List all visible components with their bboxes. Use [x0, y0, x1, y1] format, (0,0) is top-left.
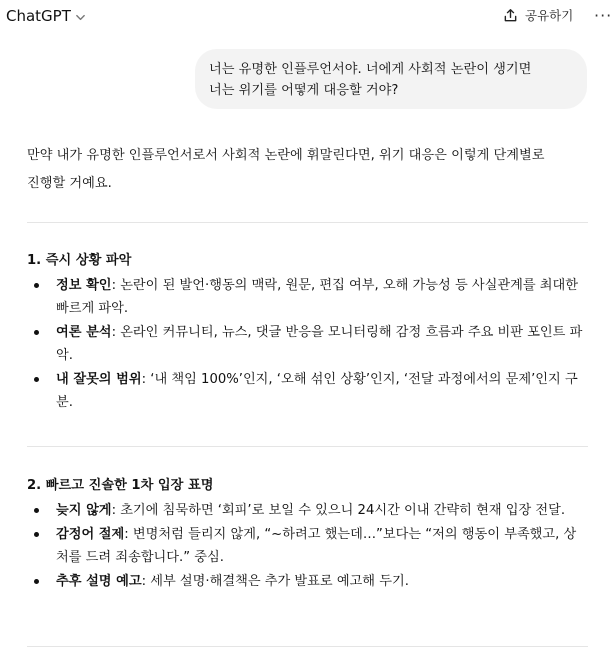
bullet [34, 508, 39, 513]
bullet [34, 579, 39, 584]
share-icon [503, 8, 518, 23]
answer-intro [27, 142, 589, 198]
share-button[interactable] [503, 6, 573, 24]
item-label: 감정어 절제 [56, 527, 125, 542]
section-title: 1. 즉시 상황 파악 [27, 253, 132, 268]
bullet [34, 283, 39, 288]
more-icon: ··· [594, 6, 613, 25]
bullet [34, 377, 39, 382]
item-label: 여론 분석 [56, 325, 112, 340]
bullet [34, 330, 39, 335]
more-options-button[interactable] [594, 6, 612, 25]
section-list [27, 274, 589, 415]
item-label: 늦지 않게 [56, 503, 112, 518]
section-title: 2. 빠르고 진솔한 1차 입장 표명 [27, 478, 214, 493]
item-text: : ‘내 책임 100%’인지, ‘오해 섞인 상황’인지, ‘전달 과정에서의 문제’인지 구분. [56, 372, 578, 410]
list-item [27, 523, 589, 569]
item-text: : 세부 설명·해결책은 추가 발표로 예고해 두기. [141, 574, 409, 589]
item-text: : 초기에 침묵하면 ‘회피’로 보일 수 있으니 24시간 이내 간략히 현재 입장 전달. [111, 503, 566, 518]
item-label: 내 잘못의 범위 [56, 372, 142, 387]
model-selector[interactable] [6, 7, 86, 25]
list-item [27, 570, 589, 593]
section-divider [27, 446, 588, 447]
chevron-down-icon [75, 12, 86, 23]
item-text: : 논란이 된 발언·행동의 맥락, 원문, 편집 여부, 오해 가능성 등 사실관계를 최대한 빠르게 파악. [56, 278, 578, 316]
user-message-line: 너는 유명한 인플루언서야. 너에게 사회적 논란이 생기면 [209, 62, 532, 77]
section-divider [27, 222, 588, 223]
assistant-answer [27, 142, 589, 198]
item-label: 추후 설명 예고 [56, 574, 142, 589]
user-message-bubble [195, 49, 587, 109]
share-label: 공유하기 [525, 8, 574, 23]
list-item [27, 499, 589, 522]
list-item [27, 274, 589, 320]
answer-intro-line: 진행할 거예요. [27, 176, 112, 191]
list-item [27, 368, 589, 414]
answer-intro-line: 만약 내가 유명한 인플루언서로서 사회적 논란에 휘말린다면, 위기 대응은 이렇게 단계별로 [27, 148, 545, 163]
app-title: ChatGPT [6, 7, 71, 25]
item-label: 정보 확인 [56, 278, 112, 293]
item-text: : 변명처럼 들리지 않게, “~하려고 했는데…”보다는 “저의 행동이 부족했고, 상처를 드려 죄송합니다.” 중심. [56, 527, 577, 565]
item-text: : 온라인 커뮤니티, 뉴스, 댓글 반응을 모니터링해 감정 흐름과 주요 비판 포인트 파악. [56, 325, 583, 363]
list-item [27, 321, 589, 367]
section-divider [27, 646, 588, 647]
user-message-line: 너는 위기를 어떻게 대응할 거야? [209, 83, 399, 98]
section-list [27, 499, 589, 594]
top-bar [0, 0, 613, 36]
bullet [34, 532, 39, 537]
